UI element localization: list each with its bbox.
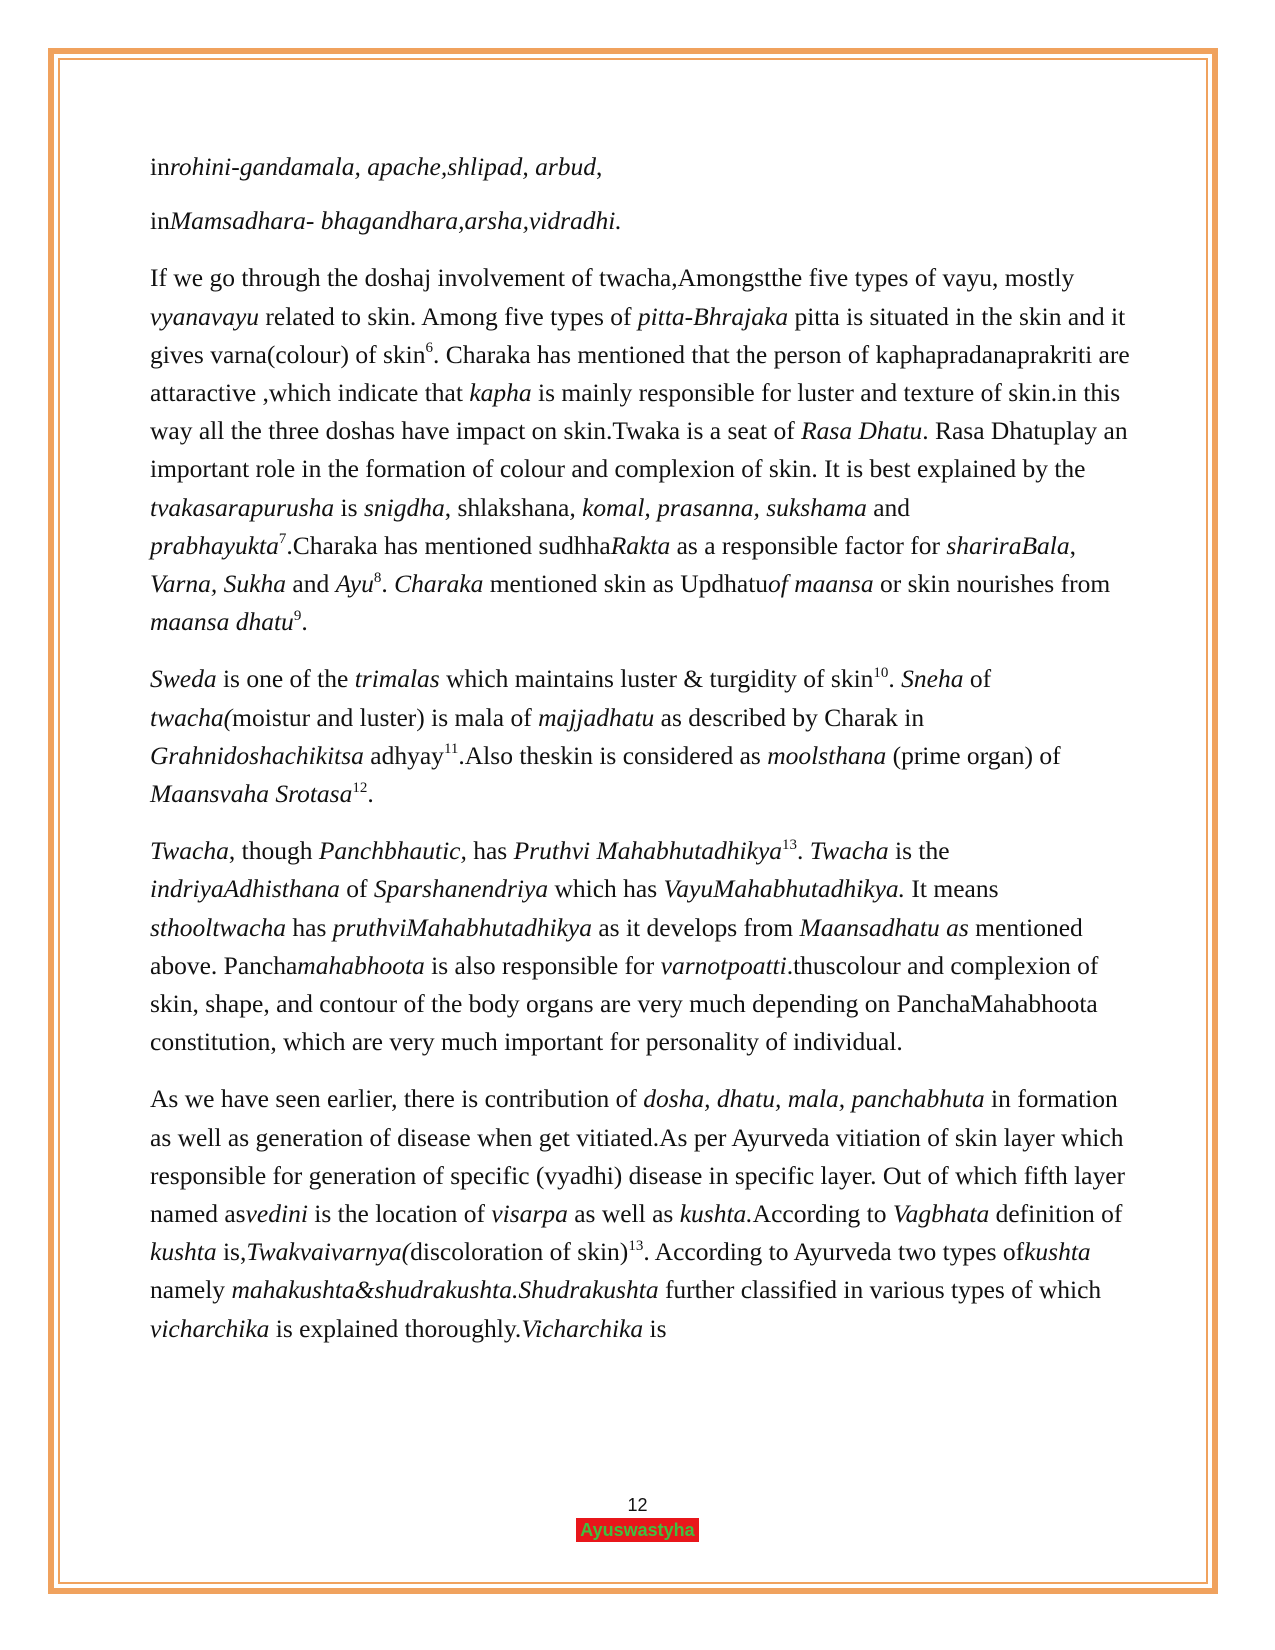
page-footer (0, 1494, 1275, 1542)
footnote-ref: 8 (373, 569, 382, 586)
footnote-ref: 12 (352, 779, 368, 796)
page-number: 12 (627, 1495, 648, 1515)
paragraph-kushta: As we have seen earlier, there is contribution of dosha, dhatu, mala, panchabhuta in formation as well as generation of disease when get vitiated.As per Ayurveda vitiation of skin layer which responsible for generation of specific (vyadhi) disease in specific layer. Out of which fifth layer named asvedini is the location of visarpa as well as kushta.According to Vagbhata definition of kushta is,Twakvaivarnya(discoloration of skin)$^{13}$. According to Ayurveda two types ofkushta namely mahakushta&shudrakushta.Shudrakushta further classified in various types of which vicharchika is explained thoroughly.Vicharchika is (150, 1084, 1126, 1343)
journal-name-badge: Ayuswastyha (576, 1518, 698, 1542)
footnote-ref: 9 (293, 607, 302, 624)
paragraph-dosha-involvement: If we go through the doshaj involvement of twacha,Amongstthe five types of vayu, mostly vyanavayu related to skin. Among five types of pitta-Bhrajaka pitta is situated in the skin and it gives varna(colour) of skin$^6$. Charaka has mentioned that the person of kaphapradanaprakriti are attaractive ,which indicate that kapha is mainly responsible for luster and texture of skin.in this way all the three doshas have impact on skin.Twaka is a seat of Rasa Dhatu. Rasa Dhatuplay an important role in the formation of colour and complexion of skin. It is best explained by the tvakasarapurusha is snigdha, shlakshana, komal, prasanna, sukshama and prabhayukta$^7$.Charaka has mentioned sudhhaRakta as a responsible factor for shariraBala, Varna, Sukha and Ayu$^8$. Charaka mentioned skin as Updhatuof maansa or skin nourishes from maansa dhatu$^9$. (150, 263, 1130, 637)
footnote-ref: 10 (873, 664, 889, 681)
footnote-ref: 11 (443, 741, 459, 758)
footnote-ref: 13 (782, 836, 798, 853)
footnote-ref: 13 (628, 1237, 644, 1254)
paragraph-twacha: Twacha, though Panchbhautic, has Pruthvi Mahabhutadhikya$^{13}$. Twacha is the indriyaAdhisthana of Sparshanendriya which has VayuMahabhutadhikya. It means sthooltwacha has pruthviMahabhutadhikya as it develops from Maansadhatu as mentioned above. Panchamahabhoota is also responsible for varnotpoatti.thuscolour and complexion of skin, shape, and contour of the body organs are very much depending on PanchaMahabhoota constitution, which are very much important for personality of individual. (150, 836, 1099, 1057)
line-rohini: inrohini-gandamala, apache,shlipad, arbud, (150, 152, 603, 181)
line-mamsadhara: inMamsadhara- bhagandhara,arsha,vidradhi. (150, 206, 622, 236)
article-body (150, 148, 1135, 1367)
footnote-ref: 7 (278, 531, 287, 548)
paragraph-sweda: Sweda is one of the trimalas which maintains luster & turgidity of skin$^{10}$. Sneha of twacha(moistur and luster) is mala of majjadhatu as described by Charak in Grahnidoshachikitsa adhyay$^{11}$.Also theskin is considered as moolsthana (prime organ) of Maansvaha Srotasa$^{12}$. (150, 664, 1061, 809)
footnote-ref: 6 (425, 340, 433, 357)
